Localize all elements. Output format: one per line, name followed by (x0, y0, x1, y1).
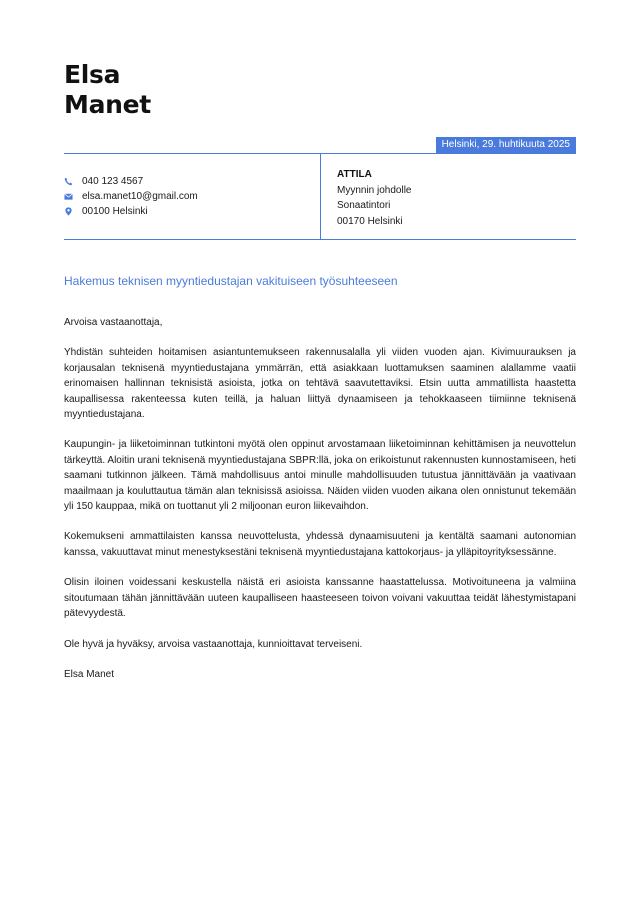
date-badge: Helsinki, 29. huhtikuuta 2025 (436, 137, 576, 153)
letter-paragraph: Kokemukseni ammattilaisten kanssa neuvottelusta, yhdessä dynaamisuuteni ja kentältä saamani autonomian kanssa, vakuuttavat minut menestyksestäni teknisenä myyntiedustajana kattokorjaus- ja ylläpitoyrityksessänne. (64, 531, 576, 558)
letter-paragraph: Olisin iloinen voidessani keskustella näistä eri asioista kanssanne haastattelussa. Motivoituneena ja valmiina sitoutumaan tähän jännittävään uuteen kaupalliseen haasteeseen toivon voivani vakuuttaa teidät lähestymistapani pätevyydestä. (64, 577, 576, 620)
last-name: Manet (64, 90, 151, 119)
letter-subject: Hakemus teknisen myyntiedustajan vakituiseen työsuhteeseen (64, 274, 398, 288)
postal-address: 00100 Helsinki (82, 206, 148, 217)
bottom-divider (64, 239, 576, 240)
applicant-name (64, 60, 151, 120)
contact-address-row (64, 204, 198, 219)
recipient-company: ATTILA (337, 169, 372, 180)
first-name: Elsa (64, 60, 121, 89)
email-address: elsa.manet10@gmail.com (82, 191, 198, 202)
letter-greeting: Arvoisa vastaanottaja, (64, 317, 163, 328)
recipient-city: 00170 Helsinki (337, 215, 403, 227)
letter-body (64, 315, 576, 697)
contact-email-row (64, 189, 198, 204)
location-pin-icon (64, 207, 73, 216)
email-icon (64, 192, 73, 201)
contact-phone-row (64, 174, 198, 189)
letter-paragraph: Kaupungin- ja liiketoiminnan tutkintoni myötä olen oppinut arvostamaan liiketoiminnan kehittämisen ja neuvottelun tärkeyttä. Aloitin urani teknisenä myyntiedustajana SBPR:llä, joka on erikoistunut rakennusten kunnostamiseen, heti saamani tutkinnon jälkeen. Tämä mahdollisuus antoi minulle mahdollisuuden tutustua jännittävään ja vaativaan maailmaan ja kouluttautua tämän alan teknisissä asioissa. Näiden viiden vuoden aikana olen onnistunut tekemään yli 150 kauppaa, mikä on tuottanut yli 2 miljoonan euron liikevaihdon. (64, 439, 576, 513)
recipient-block (337, 167, 412, 229)
letter-paragraph: Yhdistän suhteiden hoitamisen asiantuntemukseen rakennusalalla yli viiden vuoden ajan. Kivimuurauksen ja korjausalan teknisenä myyntiedustajana ymmärrän, että asiakkaan luottamuksen saaminen alallamme vaatii erinomaisen hallinnan teknisistä asioista, jotka on tehtävä saavutettaviksi. Etsin uutta ammatillista haastetta kaupallisessa rakenteessa kuten teillä, ja haluan liittyä dynaamiseen ja tehokkaaseen tiimiinne teknisenä myyntiedustajana. (64, 347, 576, 421)
vertical-divider (320, 153, 321, 239)
recipient-street: Sonaatintori (337, 200, 391, 211)
letter-signature: Elsa Manet (64, 668, 115, 680)
phone-number: 040 123 4567 (82, 176, 144, 187)
contact-block (64, 174, 198, 219)
recipient-role: Myynnin johdolle (337, 184, 412, 196)
letter-closing: Ole hyvä ja hyväksy, arvoisa vastaanottaja, kunnioittavat terveiseni. (64, 638, 363, 650)
phone-icon (64, 177, 73, 186)
